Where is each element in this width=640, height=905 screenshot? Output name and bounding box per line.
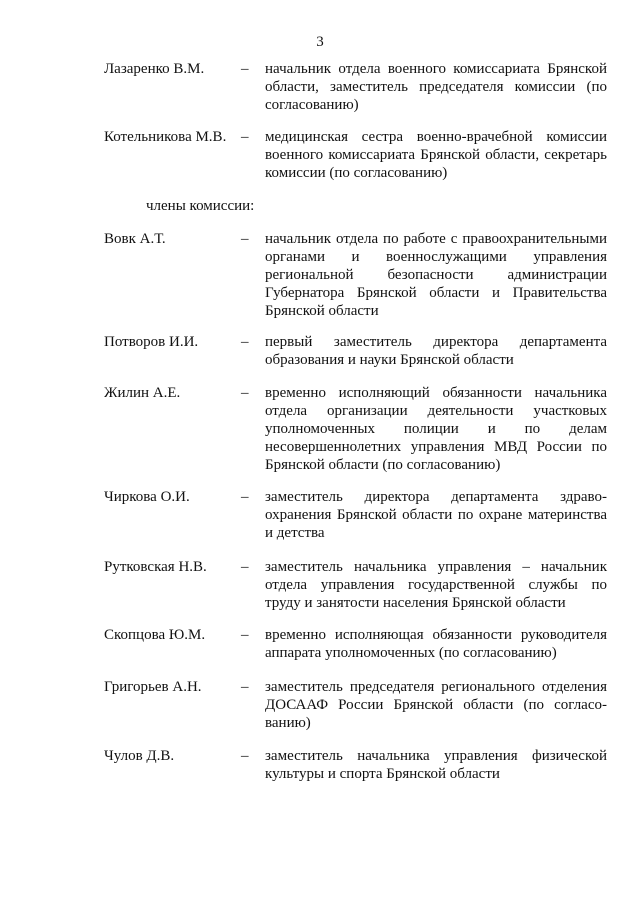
member-name: Вовк А.Т. — [104, 231, 166, 247]
dash-separator: – — [241, 334, 249, 350]
position-line: начальник отдела военного комиссариата Брянской — [265, 61, 607, 77]
position-line: культуры и спорта Брянской области — [265, 766, 500, 782]
member-name: Рутковская Н.В. — [104, 559, 207, 575]
member-position — [265, 384, 607, 474]
member-position — [265, 128, 607, 182]
dash-separator: – — [241, 61, 249, 77]
position-line: согласованию) — [265, 97, 359, 113]
position-line: области, заместитель председателя комиссии (по — [265, 79, 607, 95]
position-line: органами и военнослужащими управления — [265, 249, 607, 265]
position-line: медицинская сестра военно-врачебной комиссии — [265, 129, 607, 145]
member-name: Чулов Д.В. — [104, 748, 175, 764]
dash-separator: – — [241, 679, 249, 695]
page-number: 3 — [316, 34, 324, 50]
position-line: временно исполняющая обязанности руководителя — [265, 627, 607, 643]
member-name: Григорьев А.Н. — [104, 679, 202, 695]
position-line: военного комиссариата Брянской области, секретарь — [265, 147, 607, 163]
position-line: первый заместитель директора департамента — [265, 334, 607, 350]
position-line: уполномоченных полиции и по делам — [265, 421, 607, 437]
member-name: Котельникова М.В. — [104, 129, 227, 145]
position-line: несовершеннолетних управления МВД России по — [265, 439, 607, 455]
member-name: Потворов И.И. — [104, 334, 199, 350]
member-position — [265, 230, 607, 320]
position-line: заместитель директора департамента здраво- — [265, 489, 607, 505]
position-line: и детства — [265, 525, 325, 541]
member-position — [265, 488, 607, 542]
member-position — [265, 60, 607, 114]
position-line: Брянской области — [265, 303, 379, 319]
member-name: Жилин А.Е. — [104, 385, 181, 401]
position-line: охранения Брянской области по охране материнства — [265, 507, 607, 523]
position-line: труду и занятости населения Брянской области — [265, 595, 566, 611]
member-name: Лазаренко В.М. — [104, 61, 205, 77]
position-line: ДОСААФ России Брянской области (по согласо- — [265, 697, 607, 713]
member-position — [265, 626, 607, 662]
position-line: временно исполняющий обязанности начальника — [265, 385, 607, 401]
dash-separator: – — [241, 627, 249, 643]
member-position — [265, 678, 607, 732]
position-line: отдела организации деятельности участковых — [265, 403, 607, 419]
position-line: заместитель председателя регионального отделения — [265, 679, 607, 695]
members-subheading: члены комиссии: — [146, 198, 255, 214]
position-line: ванию) — [265, 715, 311, 731]
dash-separator: – — [241, 748, 249, 764]
dash-separator: – — [241, 559, 249, 575]
position-line: Брянской области (по согласованию) — [265, 457, 501, 473]
member-name: Чиркова О.И. — [104, 489, 190, 505]
position-line: комиссии (по согласованию) — [265, 165, 448, 181]
member-name: Скопцова Ю.М. — [104, 627, 206, 643]
position-line: образования и науки Брянской области — [265, 352, 514, 368]
member-position — [265, 558, 607, 612]
position-line: региональной безопасности администрации — [265, 267, 607, 283]
position-line: аппарата уполномоченных (по согласованию) — [265, 645, 557, 661]
position-line: заместитель начальника управления – начальник — [265, 559, 607, 575]
position-line: отдела управления государственной службы по — [265, 577, 607, 593]
member-position — [265, 333, 607, 369]
position-line: Губернатора Брянской области и Правительства — [265, 285, 607, 301]
member-position — [265, 747, 607, 783]
dash-separator: – — [241, 489, 249, 505]
dash-separator: – — [241, 231, 249, 247]
position-line: заместитель начальника управления физической — [265, 748, 607, 764]
dash-separator: – — [241, 385, 249, 401]
dash-separator: – — [241, 129, 249, 145]
position-line: начальник отдела по работе с правоохранительными — [265, 231, 607, 247]
